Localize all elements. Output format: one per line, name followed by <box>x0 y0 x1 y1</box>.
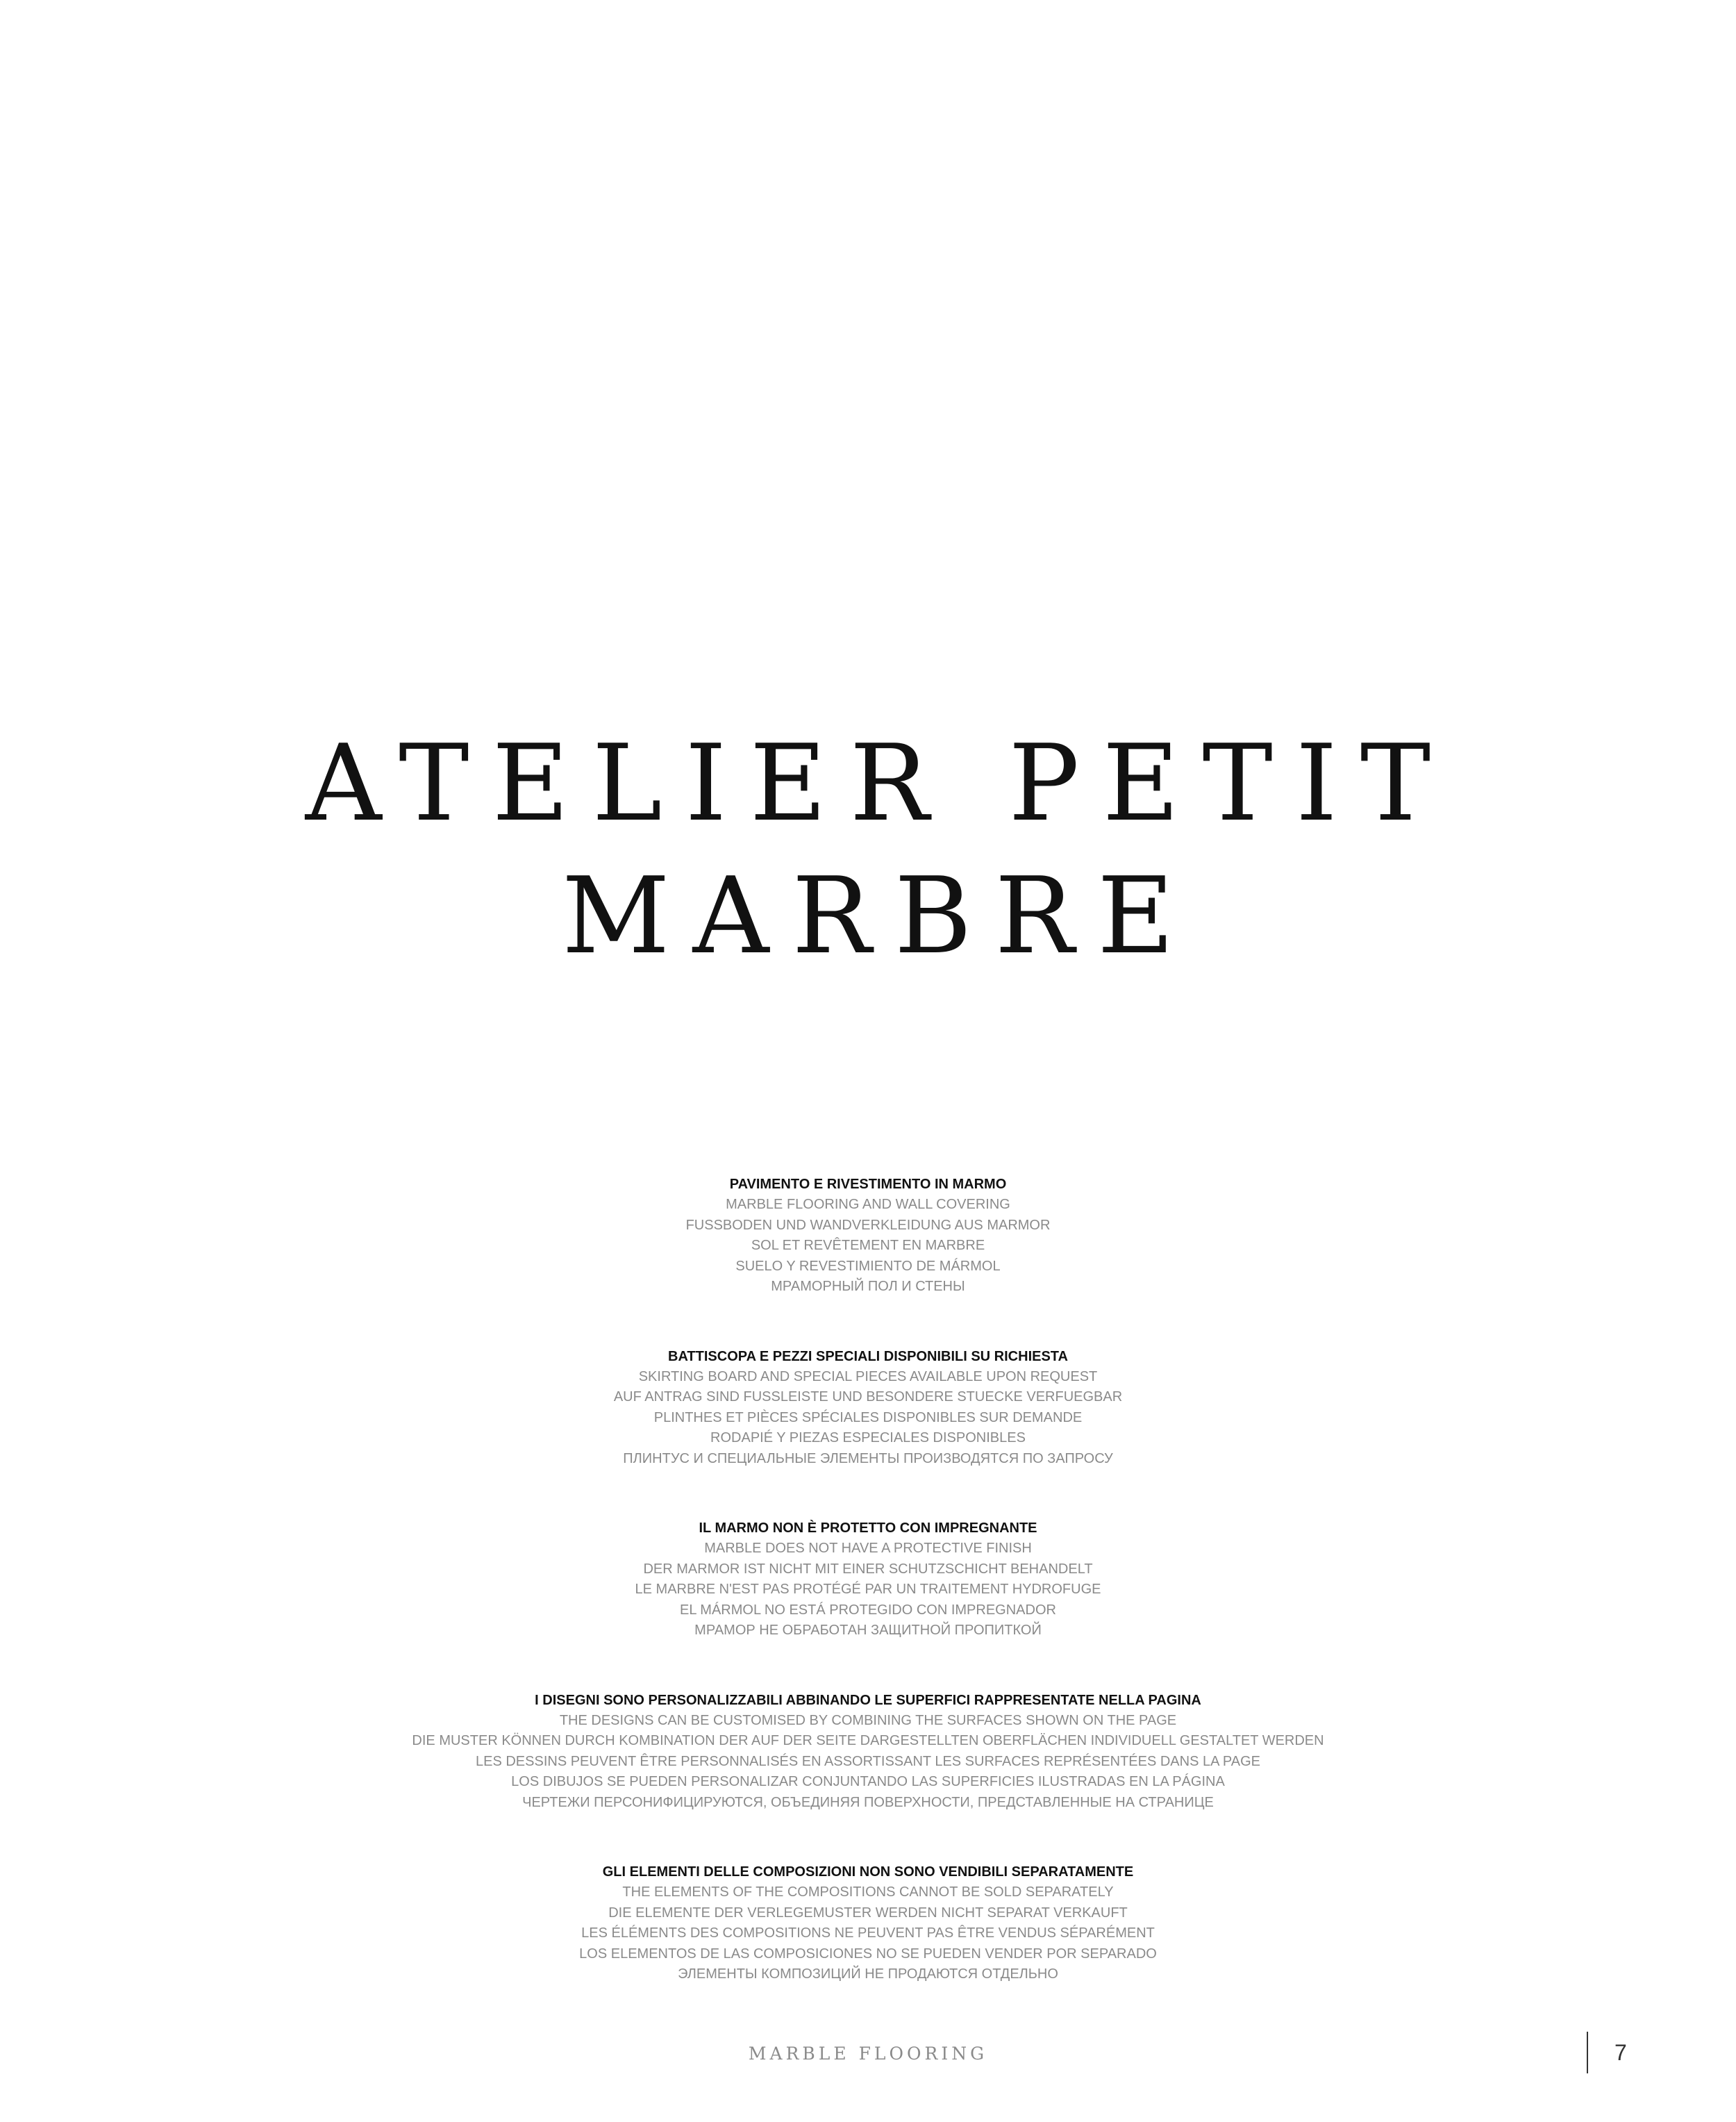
note-translation: PLINTHES ET PIÈCES SPÉCIALES DISPONIBLES SUR DEMANDE <box>653 1409 1083 1425</box>
note-lead: BATTISCOPA E PEZZI SPECIALI DISPONIBILI SU RICHIESTA <box>668 1348 1068 1364</box>
page-number: 7 <box>1614 2040 1627 2065</box>
note-translation: RODAPIÉ Y PIEZAS ESPECIALES DISPONIBLES <box>710 1430 1026 1445</box>
note-translation: LE MARBRE N'EST PAS PROTÉGÉ PAR UN TRAITEMENT HYDROFUGE <box>635 1582 1101 1597</box>
footer-divider <box>1587 2032 1588 2073</box>
note-translation: DIE ELEMENTE DER VERLEGEMUSTER WERDEN NICHT SEPARAT VERKAUFT <box>608 1905 1128 1921</box>
note-translation: SOL ET REVÊTEMENT EN MARBRE <box>751 1238 985 1253</box>
note-translation: DER MARMOR IST NICHT MIT EINER SCHUTZSCHICHT BEHANDELT <box>643 1561 1093 1577</box>
note-translation: MARBLE DOES NOT HAVE A PROTECTIVE FINISH <box>704 1541 1032 1556</box>
note-translation: МРАМОРНЫЙ ПОЛ И СТЕНЫ <box>771 1279 965 1294</box>
note-lead: I DISEGNI SONO PERSONALIZZABILI ABBINANDO LE SUPERFICI RAPPRESENTATE NELLA PAGINA <box>535 1692 1201 1708</box>
note-translation: ЧЕРТЕЖИ ПЕРСОНИФИЦИРУЮТСЯ, ОБЪЕДИНЯЯ ПОВЕРХНОСТИ, ПРЕДСТАВЛЕННЫЕ НА СТРАНИЦЕ <box>522 1794 1214 1810</box>
note-flooring <box>0 1174 1736 1298</box>
note-translation: THE DESIGNS CAN BE CUSTOMISED BY COMBINING THE SURFACES SHOWN ON THE PAGE <box>559 1712 1177 1728</box>
note-lead: PAVIMENTO E RIVESTIMENTO IN MARMO <box>729 1177 1007 1192</box>
note-translation: SKIRTING BOARD AND SPECIAL PIECES AVAILABLE UPON REQUEST <box>638 1368 1098 1384</box>
note-translation: МРАМОР НЕ ОБРАБОТАН ЗАЩИТНОЙ ПРОПИТКОЙ <box>694 1623 1042 1638</box>
page-title-line-2: MARBRE <box>562 854 1197 977</box>
note-translation: FUSSBODEN UND WANDVERKLEIDUNG AUS MARMOR <box>685 1217 1051 1233</box>
note-translation: SUELO Y REVESTIMIENTO DE MÁRMOL <box>735 1258 1001 1274</box>
note-translation: ПЛИНТУС И СПЕЦИАЛЬНЫЕ ЭЛЕМЕНТЫ ПРОИЗВОДЯТСЯ ПО ЗАПРОСУ <box>623 1450 1113 1466</box>
note-translation: LOS DIBUJOS SE PUEDEN PERSONALIZAR CONJUNTANDO LAS SUPERFICIES ILUSTRADAS EN LA PÁGINA <box>511 1774 1225 1789</box>
note-finish <box>0 1518 1736 1641</box>
product-notes <box>0 1174 1736 2034</box>
note-skirting <box>0 1346 1736 1470</box>
note-customisation <box>0 1690 1736 1814</box>
footer-section-label: MARBLE FLOORING <box>748 2044 988 2064</box>
note-translation: LOS ELEMENTOS DE LAS COMPOSICIONES NO SE PUEDEN VENDER POR SEPARADO <box>579 1946 1157 1962</box>
note-lead: IL MARMO NON È PROTETTO CON IMPREGNANTE <box>699 1520 1037 1536</box>
note-translation: ЭЛЕМЕНТЫ КОМПОЗИЦИЙ НЕ ПРОДАЮТСЯ ОТДЕЛЬНО <box>678 1966 1058 1982</box>
note-sales <box>0 1862 1736 1985</box>
note-translation: MARBLE FLOORING AND WALL COVERING <box>726 1197 1010 1212</box>
note-translation: THE ELEMENTS OF THE COMPOSITIONS CANNOT BE SOLD SEPARATELY <box>622 1884 1114 1900</box>
note-translation: AUF ANTRAG SIND FUSSLEISTE UND BESONDERE STUECKE VERFUEGBAR <box>613 1389 1123 1404</box>
note-translation: EL MÁRMOL NO ESTÁ PROTEGIDO CON IMPREGNADOR <box>680 1602 1056 1618</box>
note-lead: GLI ELEMENTI DELLE COMPOSIZIONI NON SONO VENDIBILI SEPARATAMENTE <box>602 1864 1134 1880</box>
note-translation: LES ÉLÉMENTS DES COMPOSITIONS NE PEUVENT PAS ÊTRE VENDUS SÉPARÉMENT <box>581 1925 1155 1941</box>
note-translation: DIE MUSTER KÖNNEN DURCH KOMBINATION DER AUF DER SEITE DARGESTELLTEN OBERFLÄCHEN INDIVIDUELL GESTALTET WERDEN <box>412 1733 1324 1748</box>
note-translation: LES DESSINS PEUVENT ÊTRE PERSONNALISÉS EN ASSORTISSANT LES SURFACES REPRÉSENTÉES DANS LA PAGE <box>476 1753 1260 1769</box>
page-title-line-1: ATELIER PETIT <box>305 722 1454 845</box>
